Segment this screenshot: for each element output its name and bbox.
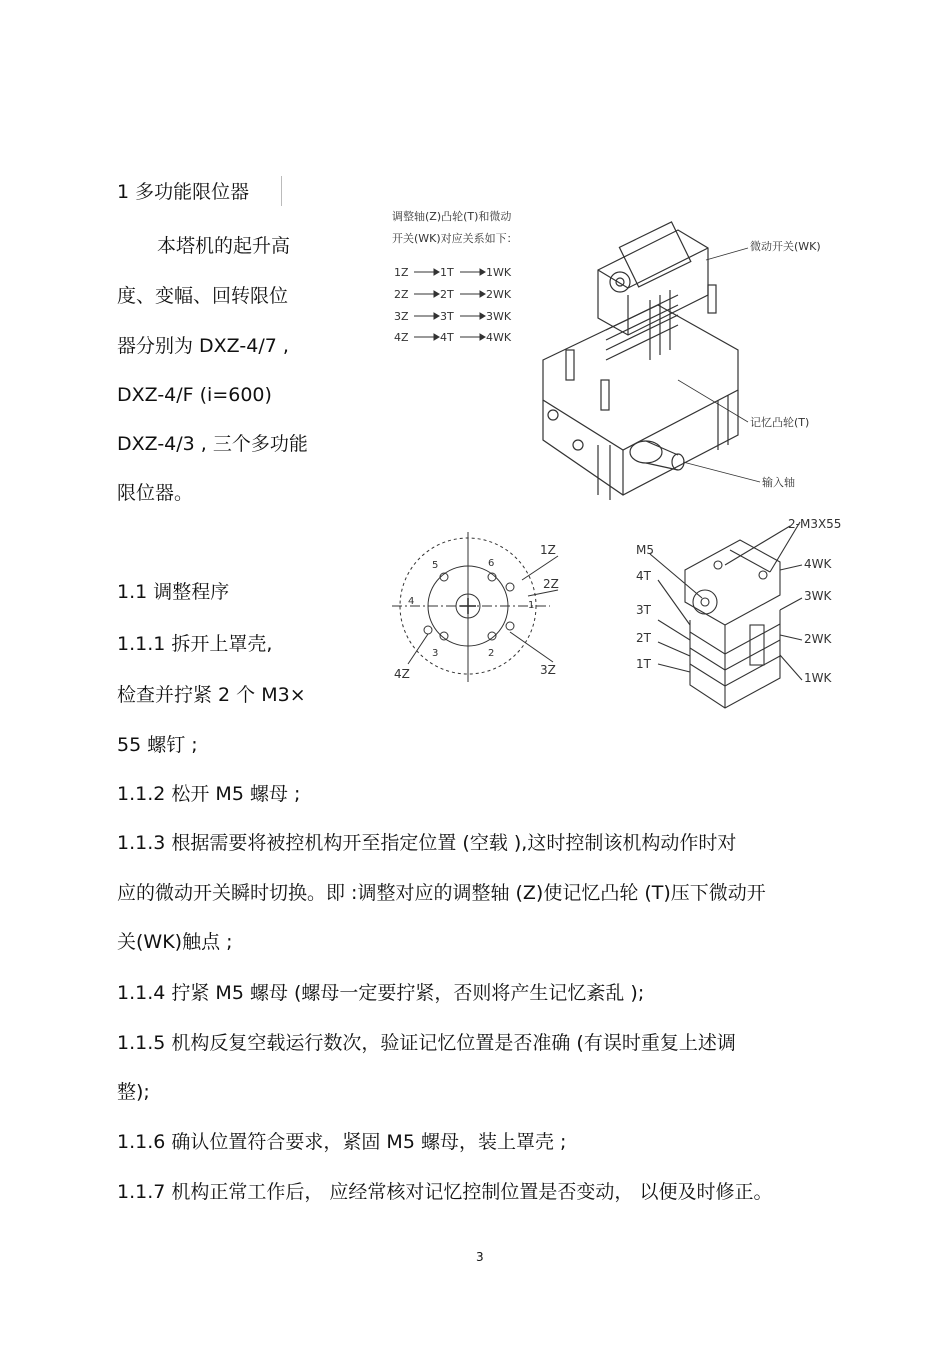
svg-text:1Z: 1Z: [394, 266, 409, 279]
shaft-label: 输入轴: [762, 476, 795, 489]
step-line: 1.1.6 确认位置符合要求，紧固 M5 螺母，装上罩壳 ;: [117, 1131, 567, 1153]
plate-number: 3: [432, 648, 439, 659]
step-line: 1.1.2 松开 M5 螺母 ;: [117, 783, 301, 805]
svg-text:2WK: 2WK: [486, 288, 512, 301]
step-line: 1.1.7 机构正常工作后， 应经常核对记忆控制位置是否变动， 以便及时修正。: [117, 1181, 773, 1203]
figure-caption: 开关(WK)对应关系如下：: [392, 232, 518, 245]
intro-line-2: 度、变幅、回转限位: [117, 285, 289, 307]
section-title: 1 多功能限位器: [117, 181, 250, 203]
svg-text:1T: 1T: [440, 266, 454, 279]
stack-label: 3T: [636, 603, 651, 617]
mapping-table: [394, 266, 512, 344]
intro-line-5: DXZ-4/3 , 三个多功能: [117, 433, 308, 455]
step-line: 1.1.1 拆开上罩壳,: [117, 633, 273, 655]
plate-label: 2Z: [543, 577, 559, 591]
intro-line-4: DXZ-4/F (i=600): [117, 384, 272, 406]
svg-text:2Z: 2Z: [394, 288, 409, 301]
svg-text:4T: 4T: [440, 331, 454, 344]
subsection-title: 1.1 调整程序: [117, 581, 230, 603]
svg-text:1WK: 1WK: [486, 266, 512, 279]
step-line: 1.1.4 拧紧 M5 螺母 (螺母一定要拧紧，否则将产生记忆紊乱 );: [117, 982, 645, 1004]
title-divider: [281, 176, 282, 206]
intro-line-6: 限位器。: [117, 482, 194, 504]
cam-label: 记忆凸轮(T): [750, 416, 810, 429]
stack-label: M5: [636, 543, 654, 557]
plate-number: 6: [488, 558, 495, 569]
adjustment-plate-figure: [388, 532, 573, 692]
step-line: 检查并拧紧 2 个 M3×: [117, 684, 306, 706]
plate-label: 4Z: [394, 667, 410, 681]
svg-text:4Z: 4Z: [394, 331, 409, 344]
step-line: 关(WK)触点 ;: [117, 931, 233, 953]
stack-label: 1T: [636, 657, 651, 671]
screw-label: 2-M3X55: [788, 517, 842, 531]
plate-label: 3Z: [540, 663, 556, 677]
cam-stack-figure: [630, 510, 860, 715]
switch-stack-label: 4WK: [804, 557, 832, 571]
svg-text:3WK: 3WK: [486, 310, 512, 323]
plate-number: 5: [432, 560, 439, 571]
switch-stack-label: 3WK: [804, 589, 832, 603]
svg-text:4WK: 4WK: [486, 331, 512, 344]
step-line: 55 螺钉 ;: [117, 734, 198, 756]
page-number: 3: [476, 1250, 484, 1264]
plate-number: 1: [528, 600, 535, 611]
stack-label: 2T: [636, 631, 651, 645]
intro-line-3: 器分别为 DXZ-4/7 ,: [117, 335, 289, 357]
step-line: 1.1.3 根据需要将被控机构开至指定位置 (空载 ),这时控制该机构动作时对: [117, 832, 737, 854]
intro-line-1: 本塔机的起升高: [157, 235, 291, 257]
svg-text:3T: 3T: [440, 310, 454, 323]
svg-text:3Z: 3Z: [394, 310, 409, 323]
plate-number: 4: [408, 596, 415, 607]
figure-caption: 调整轴(Z)凸轮(T)和微动: [392, 210, 512, 223]
switch-stack-label: 2WK: [804, 632, 832, 646]
step-line: 应的微动开关瞬时切换。即 :调整对应的调整轴 (Z)使记忆凸轮 (T)压下微动开: [117, 882, 766, 904]
step-line: 1.1.5 机构反复空载运行数次，验证记忆位置是否准确 (有误时重复上述调: [117, 1032, 736, 1054]
plate-label: 1Z: [540, 543, 556, 557]
switch-label: 微动开关(WK): [750, 240, 821, 253]
limiter-housing: [543, 222, 738, 500]
stack-label: 4T: [636, 569, 651, 583]
step-line: 整);: [117, 1081, 150, 1103]
switch-stack-label: 1WK: [804, 671, 832, 685]
plate-number: 2: [488, 648, 495, 659]
limiter-isometric-figure: [388, 200, 848, 510]
svg-text:2T: 2T: [440, 288, 454, 301]
